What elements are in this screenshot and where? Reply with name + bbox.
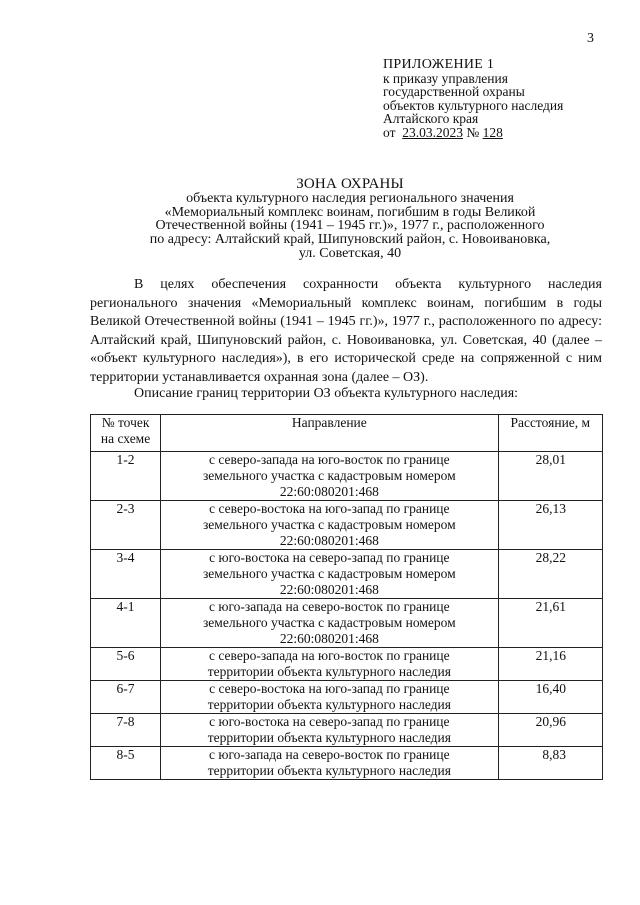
direction-line: с северо-востока на юго-запад по границе (209, 681, 450, 696)
distance-value: 21,61 (535, 599, 566, 614)
direction-line: территории объекта культурного наследия (207, 729, 451, 745)
table-row (91, 681, 603, 714)
direction-line: территории объекта культурного наследия (207, 696, 451, 712)
table-row (91, 747, 603, 780)
cell-direction (161, 452, 498, 501)
cell-direction (161, 599, 498, 648)
number-sign: № (466, 124, 480, 140)
cell-points: 2-3 (91, 501, 161, 550)
header-distance: Расстояние, м (498, 415, 602, 452)
header-direction: Направление (161, 415, 498, 452)
order-number: 128 (482, 124, 503, 140)
direction-line: с северо-запада на юго-восток по границе (209, 452, 450, 467)
cell-points: 1-2 (91, 452, 161, 501)
cell-points: 8-5 (91, 747, 161, 780)
header-points-line2: на схеме (100, 431, 151, 446)
table-row (91, 501, 603, 550)
direction-line: 22:60:080201:468 (279, 483, 379, 499)
distance-value: 28,01 (535, 452, 566, 467)
appendix-line: объектов культурного наследия (383, 97, 564, 113)
distance-value: 21,16 (535, 648, 566, 663)
cell-points: 4-1 (91, 599, 161, 648)
title-line: Отечественной войны (1941 – 1945 гг.)», 1977 г., расположенного (155, 218, 545, 234)
cell-points: 5-6 (91, 648, 161, 681)
cell-distance (498, 501, 602, 550)
table-row (91, 714, 603, 747)
cell-direction (161, 681, 498, 714)
appendix-date-line (383, 126, 563, 140)
distance-value: 28,22 (535, 550, 566, 565)
distance-value: 20,96 (535, 714, 566, 729)
appendix-line: Алтайского края (383, 111, 479, 126)
cell-distance (498, 648, 602, 681)
page-number: 3 (587, 31, 594, 46)
header-points (91, 415, 161, 452)
table-row (91, 648, 603, 681)
direction-line: 22:60:080201:468 (279, 581, 379, 597)
title-line: объекта культурного наследия регионального значения (186, 190, 514, 206)
appendix-line: к приказу управления (383, 70, 508, 86)
direction-line: 22:60:080201:468 (279, 532, 379, 548)
order-date: 23.03.2023 (402, 124, 463, 140)
direction-line: с северо-запада на юго-восток по границе (209, 648, 450, 663)
table-row (91, 599, 603, 648)
cell-points: 3-4 (91, 550, 161, 599)
direction-line: с юго-востока на северо-запад по границе (209, 550, 450, 565)
cell-direction (161, 550, 498, 599)
direction-line: земельного участка с кадастровым номером (202, 565, 456, 581)
distance-value: 26,13 (535, 501, 566, 516)
direction-line: земельного участка с кадастровым номером (202, 516, 456, 532)
title-line: по адресу: Алтайский край, Шипуновский район, с. Новоивановка, (149, 232, 551, 248)
intro-paragraph: В целях обеспечения сохранности объекта культурного наследия регионального значения «Мемориальный комплекс воинам, погибшим в годы Великой Отечественной войны (1941 – 1945 гг.)», 1977 г., расположенного по адресу: Алтайский край, Шипуновский район, с. Новоивановка, ул. Советская, 40 (далее – «объект культурного наследия»), в его исторической среде на сопряженной с ним территории устанавливается охранная зона (далее – ОЗ). (90, 277, 602, 385)
title-line: ул. Советская, 40 (298, 245, 402, 261)
distance-value: 16,40 (535, 681, 566, 696)
cell-distance (498, 550, 602, 599)
cell-points: 7-8 (91, 714, 161, 747)
appendix-block (383, 58, 563, 139)
title-main: ЗОНА ОХРАНЫ (296, 176, 404, 192)
direction-line: с северо-востока на юго-запад по границе (209, 501, 450, 516)
cell-direction (161, 714, 498, 747)
appendix-line: государственной охраны (383, 84, 525, 99)
boundary-table (90, 414, 603, 780)
cell-direction (161, 501, 498, 550)
table-row (91, 452, 603, 501)
appendix-heading: ПРИЛОЖЕНИЕ 1 (383, 57, 495, 72)
distance-value: 8,83 (542, 747, 566, 762)
cell-distance (498, 599, 602, 648)
table-header-row (91, 415, 603, 452)
date-prefix: от (383, 124, 396, 140)
cell-distance (498, 681, 602, 714)
cell-distance (498, 714, 602, 747)
direction-line: с юго-запада на северо-восток по границе (209, 599, 450, 614)
direction-line: территории объекта культурного наследия (207, 663, 451, 679)
cell-points: 6-7 (91, 681, 161, 714)
description-heading: Описание границ территории ОЗ объекта культурного наследия: (134, 386, 519, 401)
direction-line: с юго-востока на северо-запад по границе (209, 714, 450, 729)
direction-line: земельного участка с кадастровым номером (202, 467, 456, 483)
cell-distance (498, 452, 602, 501)
document-title (90, 178, 610, 261)
direction-line: 22:60:080201:468 (279, 630, 379, 646)
direction-line: территории объекта культурного наследия (207, 762, 451, 778)
cell-direction (161, 747, 498, 780)
direction-line: земельного участка с кадастровым номером (202, 614, 456, 630)
cell-direction (161, 648, 498, 681)
cell-distance (498, 747, 602, 780)
table-row (91, 550, 603, 599)
direction-line: с юго-запада на северо-восток по границе (209, 747, 450, 762)
header-points-line1: № точек (101, 415, 150, 430)
title-line: «Мемориальный комплекс воинам, погибшим в годы Великой (164, 204, 536, 220)
